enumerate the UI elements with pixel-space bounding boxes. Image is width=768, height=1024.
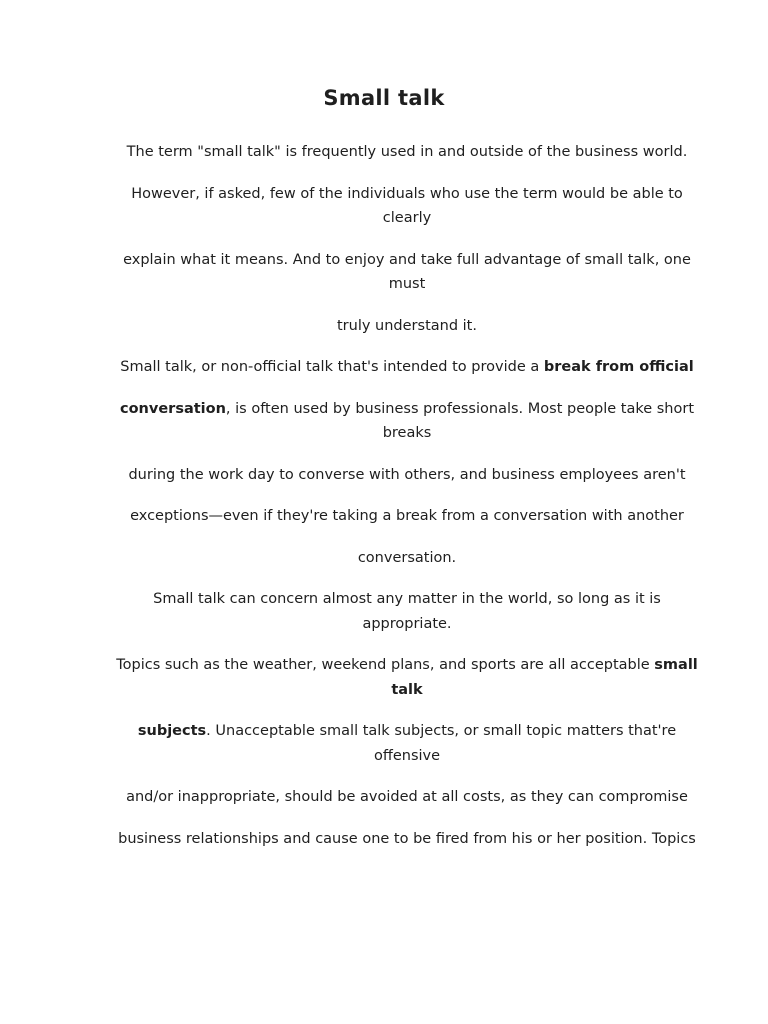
paragraph — [112, 355, 702, 380]
paragraph-text: , is often used by business professionals. Most people take short breaks — [225, 400, 694, 441]
document-body — [112, 140, 702, 868]
paragraph — [112, 827, 702, 852]
paragraph — [112, 587, 702, 636]
paragraph — [112, 719, 702, 768]
paragraph — [112, 653, 702, 702]
document-title: Small talk — [323, 86, 445, 110]
paragraph — [112, 785, 702, 810]
paragraph-text: explain what it means. And to enjoy and take full advantage of small talk, one must — [123, 251, 691, 292]
paragraph — [112, 182, 702, 231]
bold-phrase: subjects — [137, 723, 207, 739]
paragraph-text: . Unacceptable small talk subjects, or small topic matters that're offensive — [206, 723, 677, 764]
paragraph — [112, 140, 702, 165]
paragraph-text: truly understand it. — [337, 317, 477, 334]
paragraph — [112, 463, 702, 488]
paragraph-text: The term "small talk" is frequently used in and outside of the business world. — [126, 144, 688, 160]
paragraph — [112, 546, 702, 571]
paragraph — [112, 248, 702, 297]
paragraph — [112, 504, 702, 529]
paragraph-text: during the work day to converse with others, and business employees aren't — [128, 466, 686, 483]
bold-phrase: small talk — [391, 657, 698, 698]
paragraph-text: business relationships and cause one to be fired from his or her position. Topics — [118, 830, 696, 847]
bold-phrase: conversation — [120, 400, 226, 417]
bold-phrase: break from official — [543, 359, 694, 375]
paragraph-text: conversation. — [357, 549, 457, 566]
paragraph-text: and/or inappropriate, should be avoided at all costs, as they can compromise — [126, 789, 688, 805]
paragraph-text: Small talk can concern almost any matter in the world, so long as it is appropriate. — [153, 591, 661, 632]
paragraph-text: exceptions—even if they're taking a break from a conversation with another — [130, 508, 684, 524]
paragraph-text: Small talk, or non-official talk that's intended to provide a — [120, 359, 544, 375]
paragraph — [112, 314, 702, 339]
paragraph-text: However, if asked, few of the individuals who use the term would be able to clearly — [131, 185, 683, 226]
paragraph — [112, 397, 702, 446]
paragraph-text: Topics such as the weather, weekend plans, and sports are all acceptable — [116, 657, 655, 673]
